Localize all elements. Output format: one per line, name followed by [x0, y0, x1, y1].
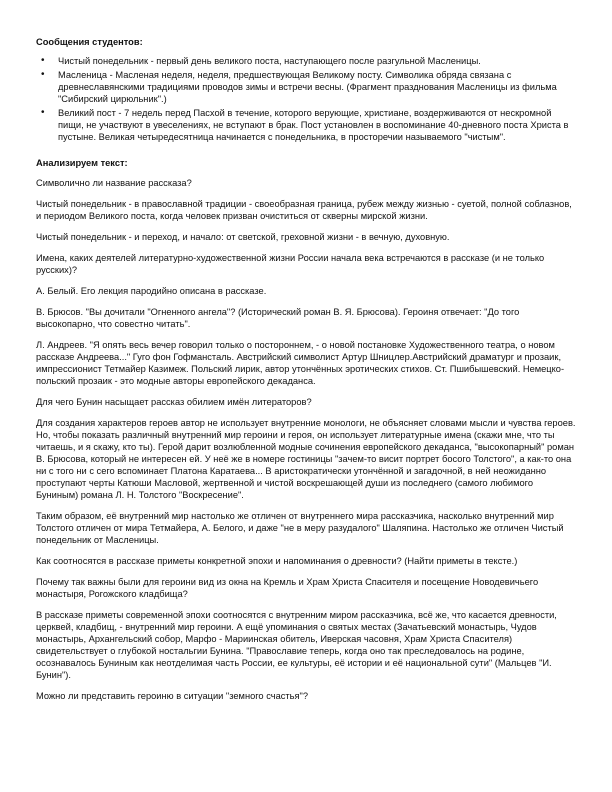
paragraph: Почему так важны были для героини вид из окна на Кремль и Храм Христа Спасителя и посещение Новодевичьего монастыря, Рогожского кладбища? [36, 577, 539, 599]
list-item [58, 107, 576, 143]
list-item [58, 55, 576, 67]
paragraph: Имена, каких деятелей литературно-художественной жизни России начала века встречаются в рассказе (и не только русских)? [36, 253, 545, 275]
paragraph: Для создания характеров героев автор не использует внутренние монологи, не объясняет словами мысли и чувства героев. Но, чтобы показать различный внутренний мир героини и героя, он использует литературные имена (скажи мне, что ты читаешь, и я скажу, кто ты). Герой дарит возлюбленной модные сочинения европейского декаданса, "высокопарный" роман В. Брюсова, который не интересен ей. У неё же в номере гостиницы "зачем-то висит портрет босого Толстого", а как-то она ни с того ни с сего вспоминает Платона Каратаева... В аристократически утончённой и загадочной, в ней неожиданно проступают черты Катюши Масловой, жертвенной и чистой воскрешающей души из последнего (самого любимого Буниным) романа Л. Н. Толстого "Воскресение". [36, 418, 576, 500]
paragraph: Символично ли название рассказа? [36, 178, 192, 188]
list-item-term: Чистый понедельник - [58, 56, 157, 66]
list-item-term: Масленица - [58, 70, 116, 80]
list-item-text: Масленая неделя, неделя, предшествующая Великому посту. Символика обряда связана с древнеславянскими традициями проводов зимы и встречи весны. (Фрагмент празднования Масленицы из фильма "Сибирский цирюльник".) [58, 70, 557, 104]
paragraph: Чистый понедельник - в православной традиции - своеобразная граница, рубеж между жизнью - суетой, полной соблазнов, и периодом Великого поста, когда человек призван очиститься от скверны мирской жизни. [36, 199, 572, 221]
paragraph: Для чего Бунин насыщает рассказ обилием имён литераторов? [36, 397, 312, 407]
paragraph: В рассказе приметы современной эпохи соотносятся с внутренним миром рассказчика, всё же, что касается древности, церквей, кладбищ, - внутренний мир героини. А ещё упоминания о святых местах (Зачатьевский монастырь, Чудов монастырь, Архангельский собор, Марфо - Мариинская обитель, Иверская часовня, Храм Христа Спасителя) свидетельствует о глубокой ностальгии Бунина. "Православие теперь, когда оно так преследовалось на родине, осознавалось Буниным как неотделимая часть России, ее культуры, её истории и её национальной сути" (Мальцев "И. Бунин"). [36, 610, 557, 680]
paragraph: Как соотносятся в рассказе приметы конкретной эпохи и напоминания о древности? (Найти приметы в тексте.) [36, 556, 518, 566]
paragraph: В. Брюсов. "Вы дочитали "Огненного ангела"? (Исторический роман В. Я. Брюсова). Героиня отвечает: "До того высокопарно, что совестно читать". [36, 307, 520, 329]
paragraph: Чистый понедельник - и переход, и начало: от светской, греховной жизни - в вечную, духовную. [36, 232, 450, 242]
paragraph: Таким образом, её внутренний мир настолько же отличен от внутреннего мира рассказчика, насколько внутренний мир Толстого отличен от мира Тетмайера, А. Белого, и даже "не в меру разудалого" Шаляпина. Настолько же отличен Чистый понедельник от Масленицы. [36, 511, 564, 545]
paragraph: Л. Андреев. "Я опять весь вечер говорил только о постороннем, - о новой постановке Художественного театра, о новом рассказе Андреева..." Гуго фон Гофмансталь. Австрийский символист Артур Шницлер.Австрийский драматург и прозаик, импрессионист Тетмайер Казимеж. Польский лирик, автор утончённых эротических стихов. Ст. Пшибышевский. Немецко-польский прозаик - это модные авторы европейского декаданса. [36, 340, 565, 386]
list-item-term: Великий пост - [58, 108, 125, 118]
analysis-heading: Анализируем текст: [36, 158, 128, 168]
list-item [58, 69, 576, 105]
paragraph: А. Белый. Его лекция пародийно описана в рассказе. [36, 286, 267, 296]
paragraph: Можно ли представить героиню в ситуации "земного счастья"? [36, 691, 309, 701]
students-list [36, 55, 576, 143]
students-heading: Сообщения студентов: [36, 37, 143, 47]
list-item-text: первый день великого поста, наступающего после разгульной Масленицы. [156, 56, 481, 66]
list-item-text: 7 недель перед Пасхой в течение, которого верующие, христиане, воздерживаются от нескромной пищи, не участвуют в увеселениях, не вступают в брак. Пост установлен в воспоминание 40-дневного поста Христа в пустыне. Великая четыредесятница начинается с понедельника, в просторечии называемого "чистым". [58, 108, 569, 142]
